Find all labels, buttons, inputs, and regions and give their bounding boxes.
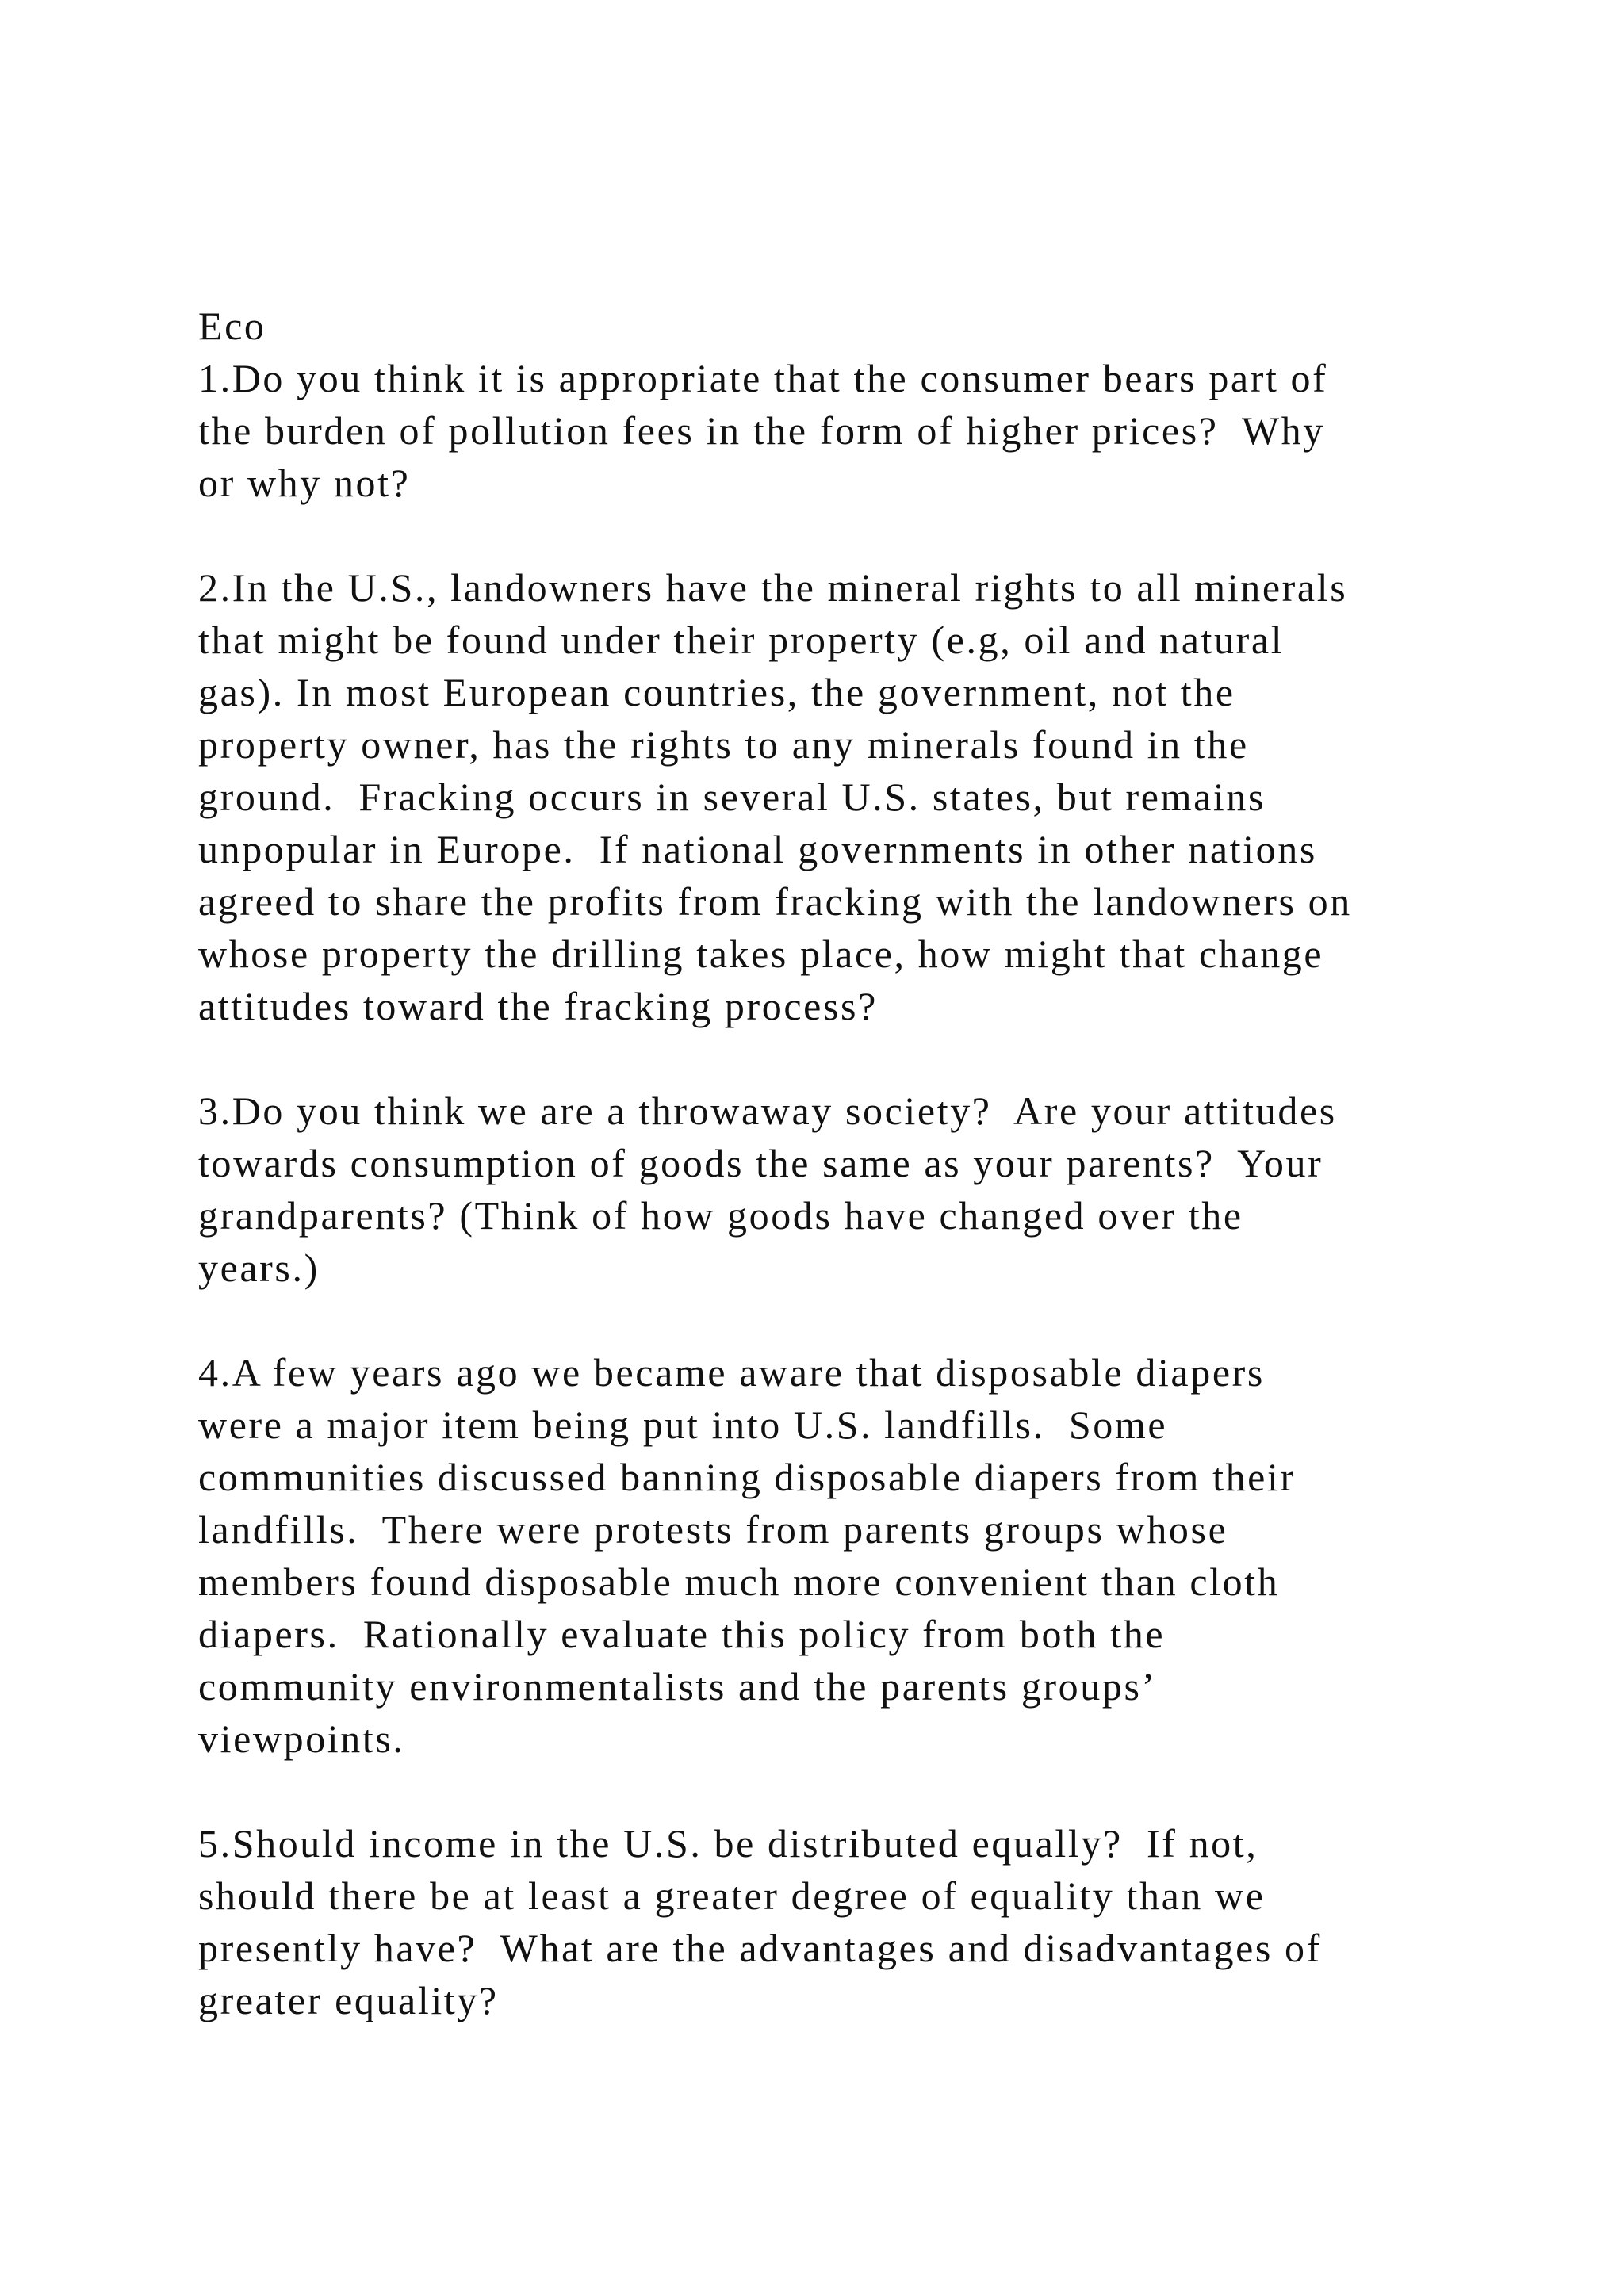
question-4-line-8: viewpoints. — [198, 1716, 405, 1761]
question-3-line-2: towards consumption of goods the same as your parents? Your — [198, 1141, 1323, 1185]
question-4-line-1: 4.A few years ago we became aware that disposable diapers — [198, 1350, 1265, 1395]
question-5 — [198, 1817, 1499, 2026]
question-2-line-9: attitudes toward the fracking process? — [198, 984, 878, 1028]
question-2-line-6: unpopular in Europe. If national governments in other nations — [198, 827, 1317, 871]
question-4-line-6: diapers. Rationally evaluate this policy from both the — [198, 1612, 1166, 1656]
question-2-line-3: gas). In most European countries, the government, not the — [198, 670, 1235, 714]
paragraph-gap — [198, 1294, 1499, 1346]
question-5-line-1: 5.Should income in the U.S. be distributed equally? If not, — [198, 1821, 1258, 1866]
question-4-line-5: members found disposable much more convenient than cloth — [198, 1559, 1280, 1604]
paragraph-gap — [198, 1032, 1499, 1085]
question-4 — [198, 1346, 1499, 1765]
question-1-line-2: the burden of pollution fees in the form of higher prices? Why — [198, 408, 1325, 453]
question-2-line-7: agreed to share the profits from fracking with the landowners on — [198, 879, 1352, 924]
document-title: Eco — [198, 304, 266, 348]
question-5-line-2: should there be at least a greater degree of equality than we — [198, 1873, 1266, 1918]
question-5-line-4: greater equality? — [198, 1978, 499, 2022]
paragraph-gap — [198, 1765, 1499, 1817]
question-2-line-2: that might be found under their property (e.g, oil and natural — [198, 618, 1285, 662]
question-4-line-3: communities discussed banning disposable diapers from their — [198, 1455, 1296, 1499]
question-4-line-4: landfills. There were protests from parents groups whose — [198, 1507, 1228, 1552]
question-3-line-3: grandparents? (Think of how goods have changed over the — [198, 1193, 1243, 1238]
question-1 — [198, 352, 1499, 509]
question-3 — [198, 1085, 1499, 1294]
question-1-line-1: 1.Do you think it is appropriate that the consumer bears part of — [198, 356, 1328, 400]
question-5-line-3: presently have? What are the advantages and disadvantages of — [198, 1926, 1322, 1970]
question-4-line-7: community environmentalists and the parents groups’ — [198, 1664, 1157, 1709]
document-body — [198, 300, 1499, 2026]
question-2-line-8: whose property the drilling takes place, how might that change — [198, 932, 1324, 976]
question-2-line-5: ground. Fracking occurs in several U.S. states, but remains — [198, 775, 1266, 819]
question-1-line-3: or why not? — [198, 461, 411, 505]
question-3-line-4: years.) — [198, 1246, 320, 1290]
question-2-line-1: 2.In the U.S., landowners have the mineral rights to all minerals — [198, 565, 1348, 610]
question-2-line-4: property owner, has the rights to any minerals found in the — [198, 722, 1249, 767]
question-4-line-2: were a major item being put into U.S. landfills. Some — [198, 1402, 1168, 1447]
question-3-line-1: 3.Do you think we are a throwaway society? Are your attitudes — [198, 1089, 1337, 1133]
question-2 — [198, 561, 1499, 1032]
paragraph-gap — [198, 509, 1499, 561]
